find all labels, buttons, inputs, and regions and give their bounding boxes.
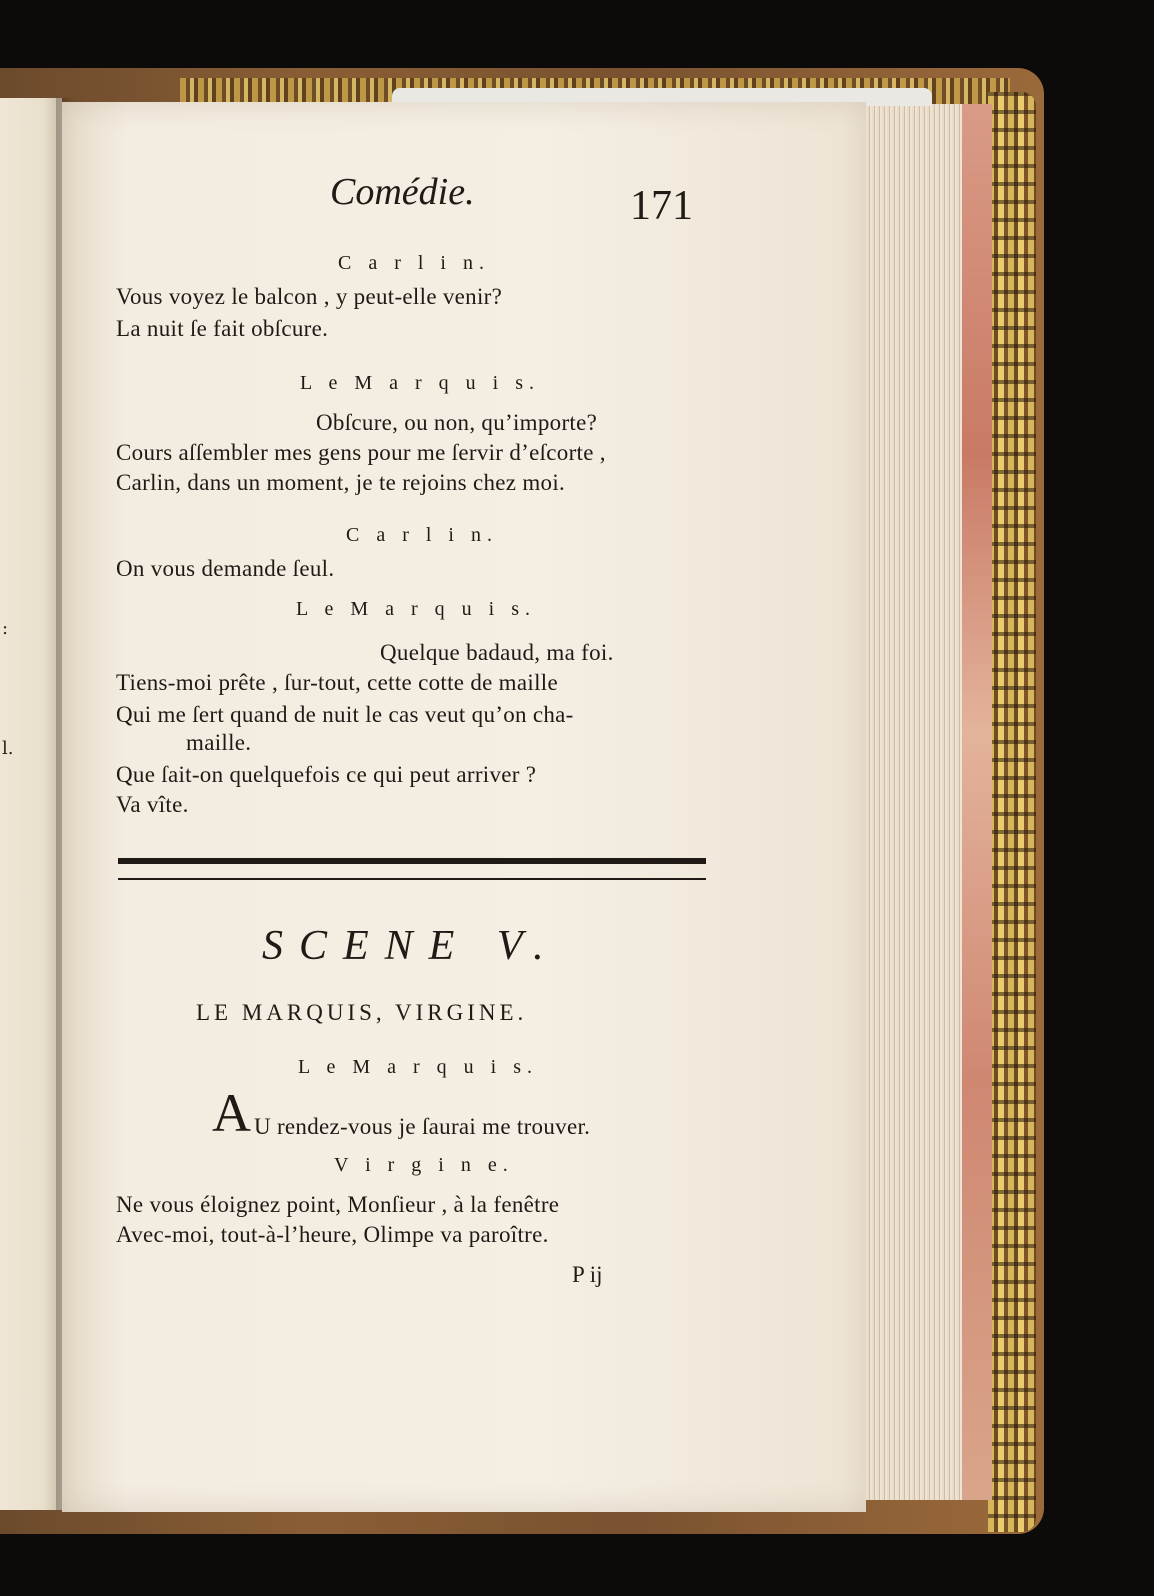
verse-line: Qui me ſert quand de nuit le cas veut qu’on cha- [116, 702, 574, 727]
verse-line: Obſcure, ou non, qu’importe? [316, 410, 598, 435]
page-number: 171 [630, 183, 693, 229]
verse-line: Ne vous éloignez point, Monſieur , à la fenêtre [116, 1192, 560, 1217]
speaker-name: L e M a r q u i s. [300, 372, 541, 394]
signature-mark: P ij [572, 1262, 603, 1287]
verse-line: Tiens-moi prête , ſur-tout, cette cotte de maille [116, 670, 558, 695]
page-stack-edge [862, 104, 962, 1500]
verse-line: Va vîte. [116, 792, 189, 817]
verse-line: Cours aſſembler mes gens pour me ſervir d’eſcorte , [116, 440, 606, 465]
drop-capital: A [212, 1083, 251, 1143]
verse-line: On vous demande ſeul. [116, 556, 335, 581]
verse-line: La nuit ſe fait obſcure. [116, 316, 329, 341]
scene-divider-thin [118, 878, 706, 880]
left-page-edge [0, 98, 62, 1510]
verse-line: U rendez-vous je ſaurai me trouver. [254, 1114, 591, 1139]
scene-divider-thick [118, 858, 706, 864]
left-page-fragment: : [2, 618, 9, 639]
scene-title: SCENE V. [262, 923, 560, 969]
speaker-name: V i r g i n e. [334, 1154, 514, 1176]
left-page-fragment: l. [2, 738, 14, 759]
verse-line: Quelque badaud, ma foi. [380, 640, 614, 665]
verse-line: Que ſait-on quelquefois ce qui peut arriver ? [116, 762, 537, 787]
scene-characters: LE MARQUIS, VIRGINE. [196, 1000, 528, 1025]
gilt-spine-right [988, 92, 1036, 1532]
verse-line: Avec-moi, tout-à-l’heure, Olimpe va paroître. [116, 1222, 549, 1247]
speaker-name: L e M a r q u i s. [296, 598, 537, 620]
verse-line: Vous voyez le balcon , y peut-elle venir? [116, 284, 503, 309]
running-head: Comédie. [330, 171, 475, 213]
speaker-name: C a r l i n. [346, 524, 498, 546]
verse-line: maille. [186, 730, 252, 755]
verse-line: Carlin, dans un moment, je te rejoins chez moi. [116, 470, 566, 495]
speaker-name: L e M a r q u i s. [298, 1056, 539, 1078]
speaker-name: C a r l i n. [338, 252, 490, 274]
